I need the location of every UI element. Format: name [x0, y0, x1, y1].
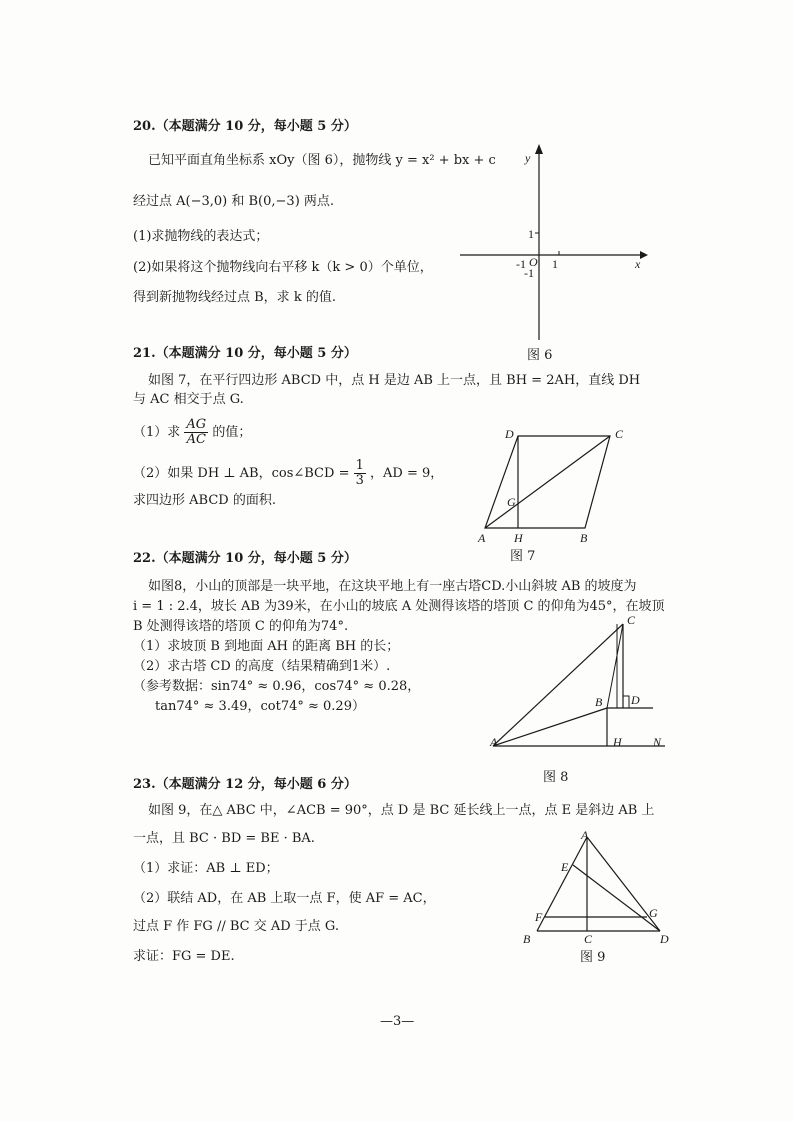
fig8-N: N — [653, 735, 662, 749]
figure-9-triangle — [515, 825, 685, 950]
q22-line5: （2）求古塔 CD 的高度（结果精确到1米）. — [133, 659, 391, 674]
q22-line6: （参考数据：sin74° ≈ 0.96，cos74° ≈ 0.28， — [133, 679, 421, 694]
fig9-caption: 图 9 — [580, 950, 606, 965]
fig7-A: A — [478, 531, 486, 545]
fig8-A: A — [490, 735, 498, 749]
q20-line5: 得到新抛物线经过点 B，求 k 的值. — [133, 290, 336, 305]
fig9-F: F — [535, 910, 543, 924]
q21-cos-den: 3 — [355, 473, 364, 488]
q21-title: 21.（本题满分 10 分，每小题 5 分） — [133, 346, 357, 361]
q21-line2: 与 AC 相交于点 G. — [133, 392, 244, 407]
page-number: —3— — [380, 1014, 415, 1029]
q23-title: 23.（本题满分 12 分，每小题 6 分） — [133, 777, 357, 792]
q22-line2: i = 1 : 2.4，坡长 AB 为39米，在小山的坡底 A 处测得该塔的塔顶 C 的仰角为45°，在坡顶 — [133, 599, 665, 614]
fig7-D: D — [505, 427, 514, 441]
fig7-caption: 图 7 — [510, 549, 536, 564]
q22-line4: （1）求坡顶 B 到地面 AH 的距离 BH 的长； — [133, 639, 400, 654]
fig9-G: G — [649, 906, 658, 920]
q21-cos-num: 1 — [355, 458, 364, 473]
q23-line3: （1）求证：AB ⊥ ED； — [133, 861, 279, 876]
q23-line1: 如图 9，在△ ABC 中，∠ACB = 90°，点 D 是 BC 延长线上一点，点 E 是斜边 AB 上 — [148, 803, 655, 818]
q23-line5: 过点 F 作 FG // BC 交 AD 于点 G. — [133, 919, 339, 934]
fig8-B: B — [595, 695, 603, 709]
fig6-y-label: y — [525, 151, 531, 165]
q23-line6: 求证：FG = DE. — [133, 949, 235, 964]
q23-line4: （2）联结 AD，在 AB 上取一点 F，使 AF = AC， — [133, 891, 436, 906]
fig6-origin: O — [529, 255, 538, 269]
fig7-B: B — [580, 531, 588, 545]
fig6-x-label: x — [635, 257, 641, 271]
q21-line5: 求四边形 ABCD 的面积. — [133, 493, 276, 508]
fig6-tick-neg1x: -1 — [516, 257, 526, 271]
fig6-tick-1x: 1 — [552, 257, 558, 271]
q23-line2: 一点，且 BC · BD = BE · BA. — [133, 831, 315, 846]
q21-frac-den: AC — [186, 432, 206, 447]
fig8-H: H — [613, 735, 622, 749]
figure-7-parallelogram — [470, 420, 650, 550]
q20-line2: 经过点 A(−3,0) 和 B(0,−3) 两点. — [133, 194, 335, 209]
q21-line4: （2）如果 DH ⊥ AB，cos∠BCD = $\frac{1}{3}$ ，AD = 9， — [133, 458, 444, 488]
q22-title: 22.（本题满分 10 分，每小题 5 分） — [133, 551, 357, 566]
fig8-C: C — [627, 613, 636, 627]
q20-line1: 已知平面直角坐标系 xOy（图 6），抛物线 y = x² + bx + c — [148, 153, 496, 168]
fig7-C: C — [615, 427, 624, 441]
q22-line7: tan74° ≈ 3.49，cot74° ≈ 0.29） — [155, 699, 365, 714]
q20-title: 20.（本题满分 10 分，每小题 5 分） — [133, 119, 357, 134]
fig7-G: G — [507, 495, 516, 509]
fig9-C: C — [584, 932, 593, 946]
fig6-tick-neg1y: -1 — [524, 266, 534, 280]
figure-6-axes — [440, 140, 660, 350]
q21-line3: （1）求 $\frac{AG}{AC}$ 的值； — [133, 417, 252, 447]
fig7-H: H — [514, 531, 523, 545]
fig9-A: A — [581, 828, 589, 842]
fig6-caption: 图 6 — [527, 348, 553, 363]
fig6-tick-1y: 1 — [528, 227, 534, 241]
q20-line3: (1)求抛物线的表达式； — [133, 229, 269, 244]
q22-line1: 如图8，小山的顶部是一块平地，在这块平地上有一座古塔CD.小山斜坡 AB 的坡度为 — [148, 579, 637, 594]
q21-frac-num: AG — [186, 417, 207, 432]
fig8-caption: 图 8 — [543, 770, 569, 785]
fig9-B: B — [523, 932, 531, 946]
q22-line3: B 处测得该塔的塔顶 C 的仰角为74°. — [133, 619, 349, 634]
fig9-D: D — [660, 932, 669, 946]
q21-line1: 如图 7，在平行四边形 ABCD 中，点 H 是边 AB 上一点，且 BH = 2AH，直线 DH — [148, 373, 641, 388]
figure-8-hill-tower — [485, 612, 675, 762]
q20-line4: (2)如果将这个抛物线向右平移 k（k > 0）个单位， — [133, 260, 433, 275]
fig9-E: E — [561, 860, 569, 874]
fig8-D: D — [631, 693, 640, 707]
